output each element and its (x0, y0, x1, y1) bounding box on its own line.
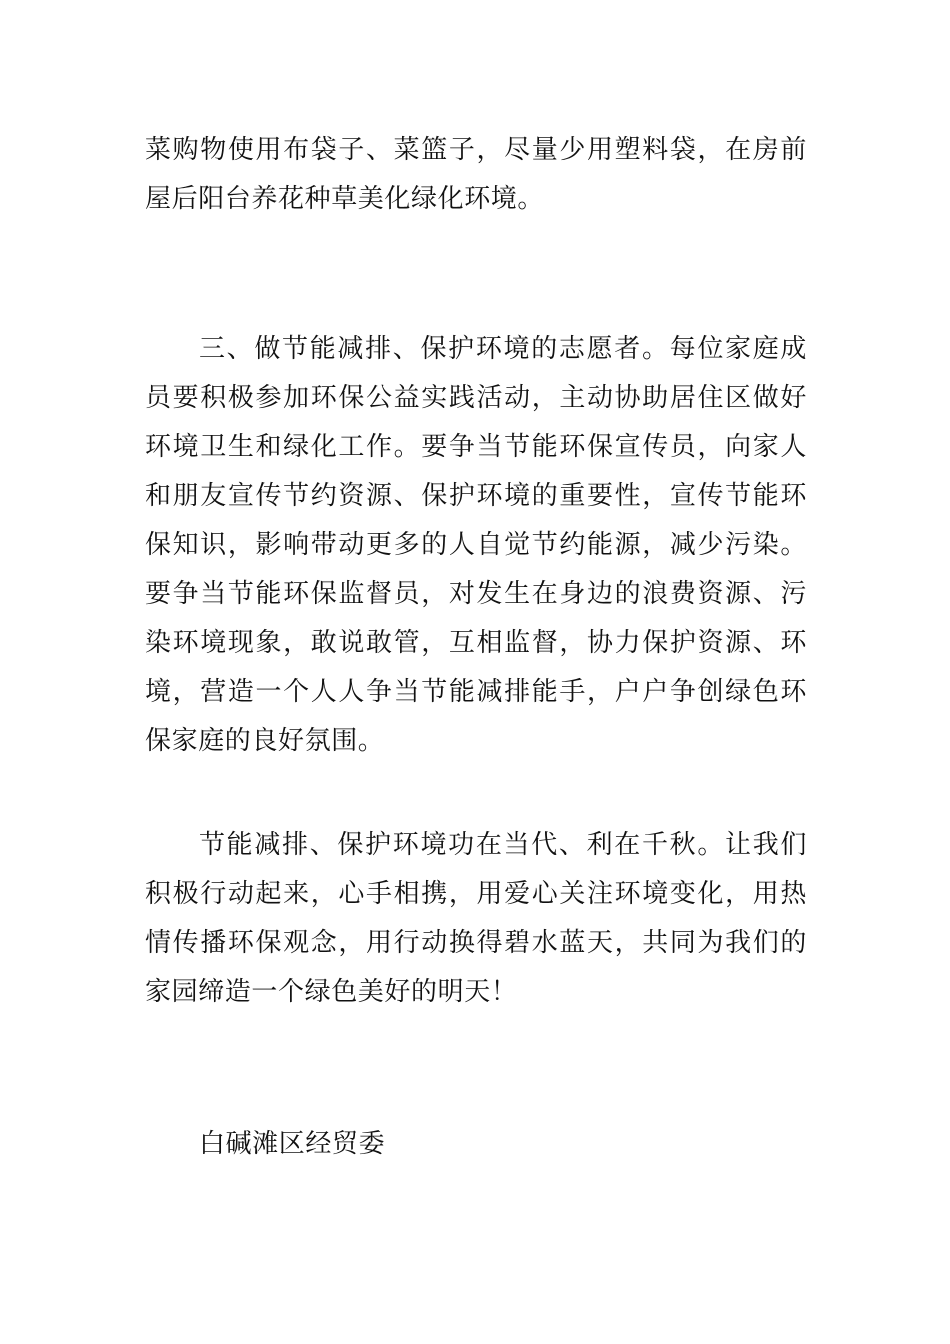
paragraph-closing: 节能减排、保护环境功在当代、利在千秋。让我们积极行动起来，心手相携，用爱心关注环境变化，用热情传播环保观念，用行动换得碧水蓝天，共同为我们的家园缔造一个绿色美好的明天！ (145, 830, 807, 1007)
paragraph-volunteer: 三、做节能减排、保护环境的志愿者。每位家庭成员要积极参加环保公益实践活动，主动协助居住区做好环境卫生和绿化工作。要争当节能环保宣传员，向家人和朋友宣传节约资源、保护环境的重要性，宣传节能环保知识，影响带动更多的人自觉节约能源，减少污染。要争当节能环保监督员，对发生在身边的浪费资源、污染环境现象，敢说敢管，互相监督，协力保护资源、环境，营造一个人人争当节能减排能手，户户争创绿色环保家庭的良好氛围。 (145, 334, 807, 756)
signature: 白碱滩区经贸委 (199, 1129, 386, 1159)
paragraph-continuation: 菜购物使用布袋子、菜篮子，尽量少用塑料袋，在房前屋后阳台养花种草美化绿化环境。 (145, 135, 807, 214)
